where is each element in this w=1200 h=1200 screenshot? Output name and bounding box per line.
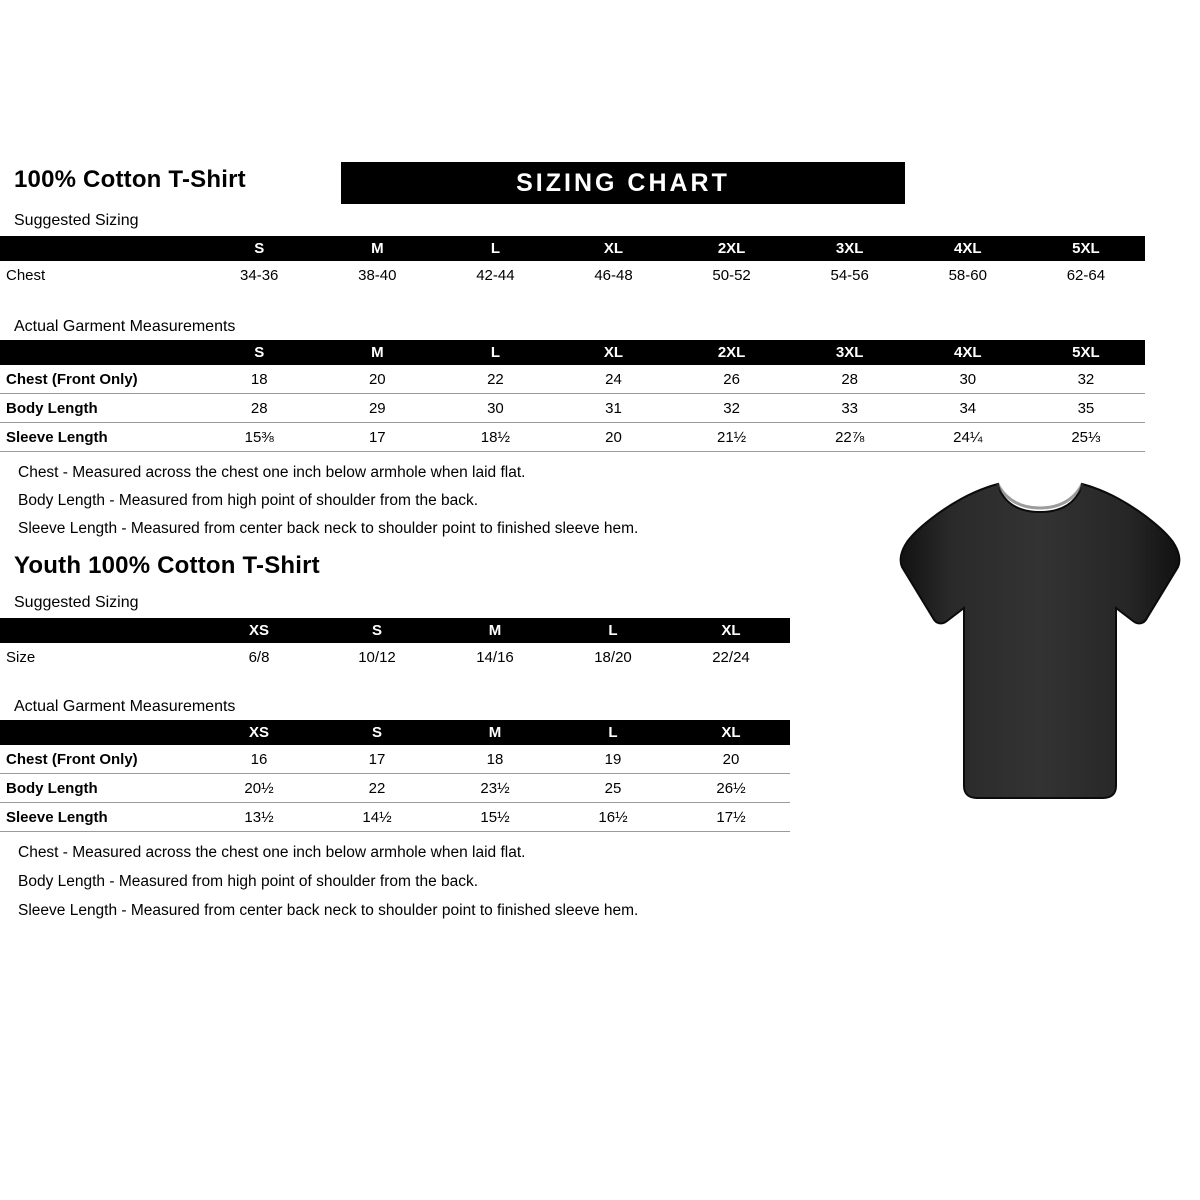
cell: 20	[672, 745, 790, 774]
row-label: Body Length	[0, 774, 200, 803]
col-header: 4XL	[954, 344, 982, 361]
cell: 38-40	[358, 266, 397, 284]
cell: 54-56	[830, 266, 869, 284]
row-label: Chest (Front Only)	[0, 365, 200, 394]
cell: 30	[909, 365, 1027, 394]
col-header: 5XL	[1072, 344, 1100, 361]
youth-suggested-sizing-label: Suggested Sizing	[14, 594, 139, 611]
cell: 62-64	[1066, 266, 1106, 284]
col-header: S	[254, 240, 265, 257]
table-row	[0, 774, 790, 803]
cell: 28	[791, 365, 909, 394]
col-header: M	[488, 724, 502, 741]
col-header: 4XL	[954, 240, 982, 257]
cell: 34	[909, 394, 1027, 423]
youth-note-chest: Chest - Measured across the chest one inch below armhole when laid flat.	[18, 844, 526, 861]
col-header	[0, 618, 200, 643]
cell: 6/8	[248, 648, 270, 666]
table-header-row	[0, 618, 790, 643]
cell: 18½	[436, 423, 554, 452]
row-label: Chest (Front Only)	[0, 745, 200, 774]
cell: 23½	[436, 774, 554, 803]
cell: 17	[318, 423, 436, 452]
table-row	[0, 745, 790, 774]
cell: 22	[436, 365, 554, 394]
cell: 18/20	[594, 648, 632, 666]
cell: 14½	[318, 803, 436, 832]
cell: 34-36	[240, 266, 279, 284]
cell: 28	[200, 394, 318, 423]
adult-section-title: 100% Cotton T-Shirt	[14, 166, 246, 193]
adult-suggested-sizing-label: Suggested Sizing	[14, 212, 139, 229]
col-header: 3XL	[835, 344, 864, 361]
cell: 58-60	[948, 266, 987, 284]
cell: 17	[318, 745, 436, 774]
cell: 26½	[672, 774, 790, 803]
cell: 19	[554, 745, 672, 774]
row-label: Sleeve Length	[0, 803, 200, 832]
cell: 32	[673, 394, 791, 423]
cell: 25⅓	[1027, 423, 1145, 452]
cell: 33	[791, 394, 909, 423]
cell: 30	[436, 394, 554, 423]
cell: 22	[318, 774, 436, 803]
table-row	[0, 803, 790, 832]
cell: 10/12	[358, 648, 396, 666]
cell: 25	[554, 774, 672, 803]
table-row	[0, 394, 1145, 423]
col-header: M	[488, 622, 502, 639]
youth-note-body-length: Body Length - Measured from high point of shoulder from the back.	[18, 873, 479, 890]
col-header: 3XL	[835, 240, 864, 257]
cell: 24¼	[909, 423, 1027, 452]
cell: 16½	[554, 803, 672, 832]
col-header: L	[608, 622, 618, 639]
cell: 15⅜	[200, 423, 318, 452]
sizing-chart-banner-label: SIZING CHART	[516, 168, 730, 197]
cell: 22⅞	[791, 423, 909, 452]
row-label: Size	[6, 648, 36, 666]
col-header: L	[490, 344, 500, 361]
col-header: S	[371, 724, 382, 741]
cell: 13½	[200, 803, 318, 832]
adult-note-chest: Chest - Measured across the chest one inch below armhole when laid flat.	[18, 464, 526, 481]
col-header: XS	[248, 622, 269, 639]
cell: 16	[200, 745, 318, 774]
adult-suggested-sizing-table	[0, 236, 1145, 289]
col-header	[0, 720, 200, 745]
col-header: M	[371, 240, 384, 257]
cell: 17½	[672, 803, 790, 832]
table-header-row	[0, 340, 1145, 365]
col-header	[0, 236, 200, 261]
youth-section-title: Youth 100% Cotton T-Shirt	[14, 552, 320, 579]
col-header: L	[608, 724, 618, 741]
table-header-row	[0, 720, 790, 745]
cell: 35	[1027, 394, 1145, 423]
row-label: Body Length	[0, 394, 200, 423]
col-header: 2XL	[717, 240, 746, 257]
cell: 18	[436, 745, 554, 774]
cell: 18	[200, 365, 318, 394]
col-header: S	[254, 344, 265, 361]
youth-actual-measurements-table	[0, 720, 790, 832]
col-header	[0, 340, 200, 365]
col-header: 2XL	[717, 344, 746, 361]
col-header: XL	[603, 344, 624, 361]
cell: 31	[554, 394, 672, 423]
cell: 24	[554, 365, 672, 394]
cell: 32	[1027, 365, 1145, 394]
cell: 29	[318, 394, 436, 423]
row-label: Chest	[6, 266, 46, 284]
t-shirt-illustration	[895, 468, 1185, 808]
table-row	[0, 643, 790, 671]
table-row	[0, 423, 1145, 452]
col-header: L	[490, 240, 500, 257]
table-row	[0, 261, 1145, 289]
cell: 20½	[200, 774, 318, 803]
cell: 20	[318, 365, 436, 394]
cell: 50-52	[712, 266, 751, 284]
cell: 42-44	[476, 266, 515, 284]
adult-note-sleeve-length: Sleeve Length - Measured from center back neck to shoulder point to finished sleeve hem.	[18, 520, 639, 537]
youth-suggested-sizing-table	[0, 618, 790, 671]
cell: 20	[554, 423, 672, 452]
row-label: Sleeve Length	[0, 423, 200, 452]
table-row	[0, 365, 1145, 394]
t-shirt-icon	[895, 468, 1185, 808]
cell: 15½	[436, 803, 554, 832]
sizing-chart-banner	[341, 162, 905, 204]
col-header: S	[371, 622, 382, 639]
col-header: XS	[248, 724, 269, 741]
youth-actual-measurements-label: Actual Garment Measurements	[14, 698, 236, 715]
cell: 21½	[673, 423, 791, 452]
cell: 26	[673, 365, 791, 394]
cell: 14/16	[476, 648, 514, 666]
cell: 46-48	[594, 266, 633, 284]
adult-note-body-length: Body Length - Measured from high point of shoulder from the back.	[18, 492, 479, 509]
col-header: XL	[721, 622, 741, 639]
adult-actual-measurements-label: Actual Garment Measurements	[14, 318, 236, 335]
col-header: M	[371, 344, 384, 361]
table-header-row	[0, 236, 1145, 261]
cell: 22/24	[712, 648, 750, 666]
youth-note-sleeve-length: Sleeve Length - Measured from center back neck to shoulder point to finished sleeve hem.	[18, 902, 639, 919]
col-header: XL	[603, 240, 624, 257]
col-header: 5XL	[1072, 240, 1100, 257]
col-header: XL	[721, 724, 741, 741]
adult-actual-measurements-table	[0, 340, 1145, 452]
